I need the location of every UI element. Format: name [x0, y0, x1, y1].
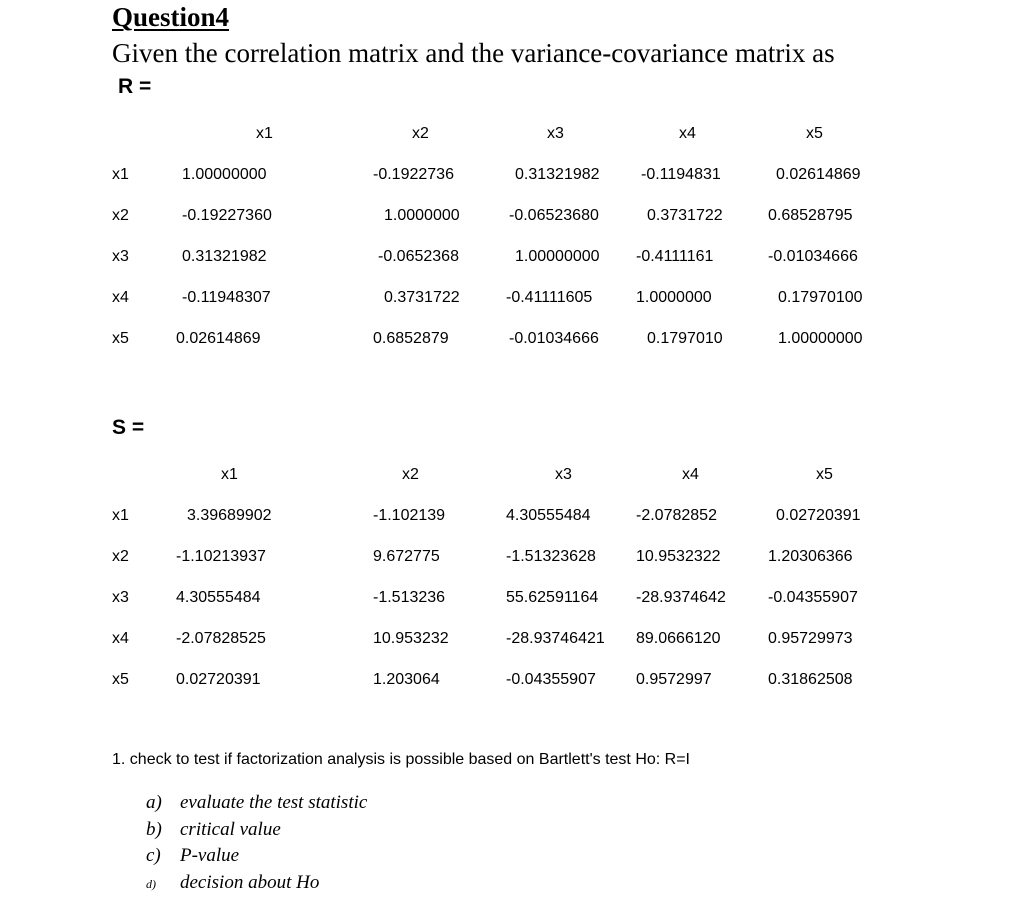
column-header: x2	[412, 125, 429, 142]
r-matrix-label: R =	[118, 75, 152, 98]
matrix-cell: -0.11948307	[182, 289, 271, 306]
matrix-cell: 0.6852879	[373, 330, 449, 347]
matrix-cell: 0.1797010	[647, 330, 723, 347]
subquestion-marker: c)	[146, 845, 161, 866]
matrix-cell: 0.31321982	[182, 248, 267, 265]
matrix-cell: 89.0666120	[636, 630, 721, 647]
matrix-cell: 10.9532322	[636, 548, 721, 565]
column-header: x1	[256, 125, 273, 142]
subquestion-b	[146, 819, 281, 841]
matrix-cell: 1.203064	[373, 671, 440, 688]
s-matrix-label: S =	[112, 416, 145, 439]
matrix-cell: -1.10213937	[176, 548, 266, 565]
matrix-cell: -0.0652368	[378, 248, 459, 265]
column-header: x4	[679, 125, 696, 142]
matrix-cell: 0.02720391	[776, 507, 861, 524]
matrix-cell: 4.30555484	[176, 589, 261, 606]
matrix-cell: -0.04355907	[506, 671, 596, 688]
subquestion-c	[146, 845, 239, 867]
matrix-cell: -0.01034666	[509, 330, 599, 347]
subquestion-text: critical value	[180, 819, 281, 840]
matrix-cell: 0.9572997	[636, 671, 712, 688]
matrix-cell: -0.41111605	[506, 289, 593, 306]
matrix-cell: 0.02614869	[176, 330, 261, 347]
row-label: x4	[112, 630, 129, 647]
column-header: x5	[816, 466, 833, 483]
subquestion-d	[146, 872, 319, 894]
matrix-cell: -0.04355907	[768, 589, 858, 606]
question-heading: Question4	[112, 2, 230, 32]
column-header: x3	[547, 125, 564, 142]
matrix-cell: -2.0782852	[636, 507, 717, 524]
subquestion-text: evaluate the test statistic	[180, 792, 368, 813]
matrix-cell: -28.9374642	[636, 589, 726, 606]
matrix-cell: 0.02614869	[776, 166, 861, 183]
matrix-cell: 10.953232	[373, 630, 449, 647]
row-label: x2	[112, 548, 129, 565]
matrix-cell: 1.0000000	[636, 289, 712, 306]
matrix-cell: 1.20306366	[768, 548, 853, 565]
matrix-cell: 0.95729973	[768, 630, 853, 647]
matrix-cell: -0.4111161	[636, 248, 714, 265]
subquestion-marker: b)	[146, 819, 162, 840]
intro-text: Given the correlation matrix and the variance-covariance matrix as	[112, 38, 835, 68]
matrix-cell: 0.68528795	[768, 207, 853, 224]
matrix-cell: 0.3731722	[384, 289, 460, 306]
column-header: x5	[806, 125, 823, 142]
subquestion-a	[146, 792, 367, 814]
row-label: x1	[112, 507, 129, 524]
matrix-cell: 0.3731722	[647, 207, 723, 224]
matrix-cell: 4.30555484	[506, 507, 591, 524]
matrix-cell: 0.02720391	[176, 671, 261, 688]
row-label: x3	[112, 248, 129, 265]
row-label: x1	[112, 166, 129, 183]
matrix-cell: 0.31321982	[515, 166, 600, 183]
matrix-cell: 1.00000000	[778, 330, 863, 347]
matrix-cell: 1.0000000	[384, 207, 460, 224]
matrix-cell: 9.672775	[373, 548, 440, 565]
matrix-cell: -0.1922736	[373, 166, 454, 183]
column-header: x4	[682, 466, 699, 483]
subquestion-text: decision about Ho	[180, 872, 320, 893]
matrix-cell: 55.62591164	[506, 589, 599, 606]
matrix-cell: -0.06523680	[509, 207, 599, 224]
matrix-cell: -0.01034666	[768, 248, 858, 265]
matrix-cell: -0.1194831	[641, 166, 721, 183]
row-label: x5	[112, 330, 129, 347]
column-header: x3	[555, 466, 572, 483]
subquestion-marker: a)	[146, 792, 162, 813]
column-header: x1	[221, 466, 238, 483]
subquestion-marker: d)	[146, 877, 156, 891]
row-label: x5	[112, 671, 129, 688]
column-header: x2	[402, 466, 419, 483]
matrix-cell: -2.07828525	[176, 630, 266, 647]
matrix-cell: 1.00000000	[515, 248, 600, 265]
matrix-cell: -1.513236	[373, 589, 446, 606]
row-label: x4	[112, 289, 129, 306]
row-label: x3	[112, 589, 129, 606]
question-1-text: 1. check to test if factorization analysis is possible based on Bartlett's test Ho: R=I	[112, 751, 690, 768]
matrix-cell: -1.51323628	[506, 548, 596, 565]
matrix-cell: 3.39689902	[187, 507, 272, 524]
matrix-cell: 0.17970100	[778, 289, 863, 306]
subquestion-text: P-value	[180, 845, 240, 866]
matrix-cell: -0.19227360	[182, 207, 272, 224]
matrix-cell: -28.93746421	[506, 630, 605, 647]
row-label: x2	[112, 207, 129, 224]
matrix-cell: -1.102139	[373, 507, 446, 524]
matrix-cell: 1.00000000	[182, 166, 267, 183]
matrix-cell: 0.31862508	[768, 671, 853, 688]
